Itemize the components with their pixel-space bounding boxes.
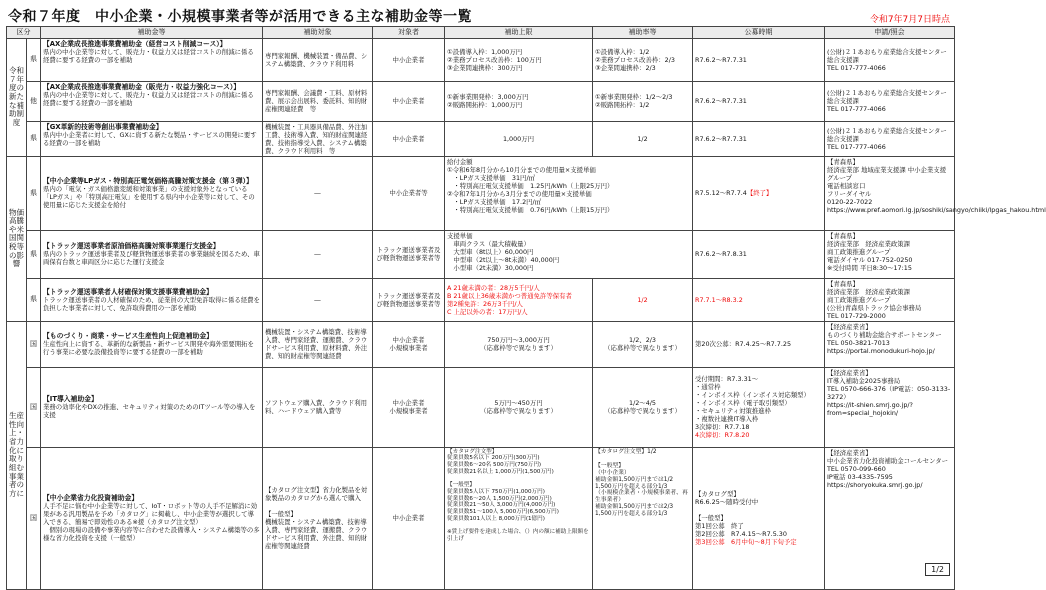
level-cell: 県 xyxy=(27,38,41,81)
target-cell: 中小企業者 小規模事業者 xyxy=(389,399,428,416)
subsidy-table xyxy=(6,26,1046,590)
contact-cell: 【青森県】 経済産業部 経済産業政策課 商工政策推進グループ 電話ダイヤル 017-752-0250 ※受付時間 平日8:30～17:15 xyxy=(827,231,913,272)
scope-cell: 【カタログ注文型】省力化製品を対象製品のカタログから選んで購入 【一般型】 機械装置・システム構築費、技術導入費、専門家経費、運搬費、クラウドサービス利用費、外注費、知的財産権等関連経費 xyxy=(265,486,368,551)
subsidy-name: 【IT導入補助金】 xyxy=(43,395,98,403)
period-cell xyxy=(693,447,825,589)
period-cell xyxy=(693,367,825,447)
limit-cell: A 21歳未満の者：28万5千円/人 B 21歳以上36歳未満かつ普通免許等保有者 第2種免許：26万3千円/人 C 上記以外の者：17万円/人 xyxy=(447,283,572,316)
table-row xyxy=(7,367,955,447)
scope-cell: ― xyxy=(263,230,373,278)
scope-cell: 機械装置・工具器具備品費、外注加工費、技術導入費、知的財産関連経費、技術指導受入費、システム構築費、クラウド利用料 等 xyxy=(263,121,373,156)
target-cell: 中小企業者 xyxy=(373,38,445,81)
level-cell: 県 xyxy=(27,230,41,278)
target-cell: 中小企業者 小規模事業者 xyxy=(389,336,428,353)
limit-cell: 750万円～3,000万円 （応募枠等で異なります） xyxy=(480,336,557,353)
subsidy-cell xyxy=(41,38,263,81)
subsidy-desc: 生産性向上に資する、革新的な新製品・新サービス開発や海外需要開拓を行う事業に必要な設備投資等に要する経費の一部を補助 xyxy=(43,340,254,357)
subsidy-name: 【中小企業等LPガス・特別高圧電気価格高騰対策支援金（第３弾）】 xyxy=(43,177,253,185)
level-cell: 県 xyxy=(27,121,41,156)
subsidy-desc: 県内の中小企業等に対して、販売力・収益力又は経営コストの削減に係る経費に要する経費の一部を補助 xyxy=(43,91,254,108)
subsidy-cell xyxy=(41,156,263,230)
limit-cell: 給付金額 ①令和6年8月分から10月分までの使用量×支援単価 ・LPガス支援単価 31円/㎥ ・特別高圧電気支援単価 1.25円/kWh（上限25万円） ②令和7年1月分から3月分までの使用量×支援単価 ・LPガス支援単価 17.2円/㎥ ・特別高圧電気支援単価 0.76円/kWh（上限15万円） xyxy=(447,157,614,214)
table-row xyxy=(7,38,955,81)
subsidy-name: 【AX企業成長推進事業費補助金（販売力・収益力強化コース）】 xyxy=(43,82,241,91)
category-price-impact: 物価高騰や米国関税等の影響 xyxy=(7,156,27,321)
table-row xyxy=(7,278,955,321)
limit-cell: 1,000万円 xyxy=(445,121,593,156)
rate-cell: 1/2～4/5 （応募枠等で異なります） xyxy=(604,399,681,416)
period-note: 【終了】 xyxy=(746,189,773,198)
subsidy-desc: 業務の効率化やDXの推進、セキュリティ対策のためのITツール等の導入を支援 xyxy=(43,403,256,420)
period-cell: 第20次公募：R7.4.25～R7.7.25 xyxy=(693,321,825,367)
limit-cell: 支援単価 車両クラス（最大積載量） 大型車（8t以上）60,000円 中型車（2t以上～8t未満）40,000円 小型車（2t未満）30,000円 xyxy=(447,231,560,272)
subsidy-cell xyxy=(41,230,263,278)
table-row xyxy=(7,81,955,121)
rate-cell: ①設備導入枠：1/2 ②業務プロセス改善枠：2/3 ③企業間連携枠：2/3 xyxy=(595,47,675,72)
scope-cell: ソフトウェア購入費、クラウド利用料、ハードウェア購入費等 xyxy=(263,367,373,447)
period-text: R7.5.12～R7.7.4 xyxy=(695,189,747,198)
subsidy-cell xyxy=(41,81,263,121)
period-note: 4次締切：R7.8.20 xyxy=(695,431,750,440)
header-category: 区分 xyxy=(7,27,41,39)
subsidy-name: 【AX企業成長推進事業費補助金（経営コスト削減コース）】 xyxy=(43,39,227,48)
limit-cell: 5万円～450万円 （応募枠等で異なります） xyxy=(480,399,557,416)
period-cell: R7.6.2～R7.7.31 xyxy=(693,81,825,121)
subsidy-cell xyxy=(41,367,263,447)
page-title: 令和７年度 中小企業・小規模事業者等が活用できる主な補助金等一覧 xyxy=(8,9,472,25)
period-list: 受付期間：R7.3.31～ ・通常枠 ・インボイス枠（インボイス対応類型） ・インボイス枠（電子取引類型） ・セキュリティ対策推進枠 ・複数社連携IT導入枠 3次締切：R7.7.18 xyxy=(695,375,810,432)
target-cell: 中小企業者 xyxy=(373,121,445,156)
scope-cell: ― xyxy=(263,156,373,230)
subsidy-desc: 県内の中小企業等に対して、販売力・収益力又は経営コストの削減に係る経費に要する経費の一部を補助 xyxy=(43,48,254,65)
as-of-date: 令和7年7月7日時点 xyxy=(869,15,950,25)
level-cell: 県 xyxy=(27,156,41,230)
limit-cell: 【カタログ注文型】 従業員数5名以下 200万円(300万円) 従業員数6～20名 500万円(750万円) 従業員数21名以上 1,000万円(1,500万円) 【一般型】 従業員数5人以下 750万円(1,000万円) 従業員数6～20人 1,500万円(2,000万円) 従業員数21～50人 3,000万円(4,000万円) 従業員数51～100人 5,000万円(6,500万円) 従業員数101人以上 8,000万円(1億円) ※賃上げ要件を達成した場合、（）内の額に補助上限額を引上げ xyxy=(447,448,589,542)
table-row xyxy=(7,121,955,156)
subsidy-desc: 県内の「電気・ガス価格激変緩和対策事業」の支援対象外となっている「LPガス」や「特別高圧電気」を使用する県内中小企業等に対して、その使用量に応じた支援金を給付 xyxy=(43,185,255,210)
contact-cell: 【青森県】 経済産業部 経済産業政策課 商工政策推進グループ (公社)青森県トラック協会事務局 TEL 017-729-2000 xyxy=(827,279,922,320)
header-rate: 補助率等 xyxy=(593,27,693,39)
subsidy-desc: 県内中小企業者に対して、GXに資する新たな製品・サービスの開発に要する経費の一部を補助 xyxy=(43,131,257,148)
target-cell: 中小企業者等 xyxy=(373,156,445,230)
contact-cell: 【経済産業省】 中小企業省力化投資補助金コールセンター TEL 0570-099-660 IP電話 03-4335-7595 https://shoryokuka.smrj.go.jp/ xyxy=(827,448,949,489)
subsidy-desc: 人手不足に悩む中小企業等に対して、IoT・ロボット等の人手不足解消に効果がある汎用製品を予め「カタログ」に掲載し、中小企業等が選択して導入できる、簡易で即効性のある※援（カタログ注文型） 個別の現場の設備や事業内容等に合わせた設備導入・システム構築等の多様な省力化投資を支援（一般型） xyxy=(43,502,260,543)
header-subsidy: 補助金等 xyxy=(41,27,263,39)
period-cell: R7.6.2～R7.7.31 xyxy=(693,38,825,81)
level-cell: 国 xyxy=(27,447,41,589)
subsidy-cell xyxy=(41,321,263,367)
target-cell: 中小企業者 xyxy=(373,81,445,121)
limit-cell: ①設備導入枠：1,000万円 ②業務プロセス改善枠：100万円 ③企業間連携枠：300万円 xyxy=(447,47,542,72)
target-cell: トラック運送事業者及び軽貨物運送事業者等 xyxy=(373,278,445,321)
header-contact: 申請/照会 xyxy=(825,27,955,39)
subsidy-name: 【中小企業省力化投資補助金】 xyxy=(43,494,139,502)
period-text: 【カタログ型】 R6.6.25～随時受付中 【一般型】 第1回公募 終了 第2回公募 R7.4.15～R7.5.30 xyxy=(695,490,787,539)
category-new-system: 令和７年度の新たな補助制度 xyxy=(7,38,27,156)
header-target: 対象者 xyxy=(373,27,445,39)
rate-cell: 【カタログ注文型】1/2 【一般型】 （中小企業） 補助金額1,500万円までは1/2 1,500万円を超える部分1/3 （小規模企業者・小規模事業者、再生事業者） 補助金額1,500万円までは2/3 1,500万円を超える部分1/3 xyxy=(595,448,688,518)
level-cell: 国 xyxy=(27,367,41,447)
rate-cell: 1/2 xyxy=(593,121,693,156)
table-row xyxy=(7,321,955,367)
subsidy-name: 【GX革新的技術等創出事業費補助金】 xyxy=(43,122,163,131)
subsidy-desc: トラック運送事業者の人材確保のため、従業員の大型免許取得に係る経費を負担した事業者に対して、免許取得費用の一部を補助 xyxy=(43,295,260,312)
table-row xyxy=(7,230,955,278)
subsidy-cell xyxy=(41,447,263,589)
level-cell: 国 xyxy=(27,321,41,367)
period-cell: R7.6.2～R7.7.31 xyxy=(693,121,825,156)
scope-cell: 機械装置・システム構築費、技術導入費、専門家経費、運搬費、クラウドサービス利用費、原材料費、外注費、知的財産権等関連経費 xyxy=(263,321,373,367)
subsidy-cell xyxy=(41,121,263,156)
contact-cell: 【青森県】 経済産業部 地域産業支援課 中小企業支援グループ 電話相談窓口 フリーダイヤル 0120-22-7022 https://www.pref.aomori.lg.jp/soshiki/sangyo/chiiki/lpgas_hakou.html xyxy=(827,157,1046,214)
header-period: 公募時期 xyxy=(693,27,825,39)
header-limit: 補助上限 xyxy=(445,27,593,39)
table-row xyxy=(7,447,955,589)
contact-cell: 【経済産業省】 IT導入補助金2025事務局 TEL 0570-666-376（IP電話：050-3133-3272） https://it-shien.smrj.go.jp/?from=special_hojokin/ xyxy=(827,368,951,417)
rate-cell: 1/2、2/3 （応募枠等で異なります） xyxy=(604,336,681,353)
scope-cell: 専門家報酬、会議費・工料、原材料費、展示会出展料、委託料、知的財産権関連経費 等 xyxy=(263,81,373,121)
subsidy-name: 【トラック運送事業者原油価格高騰対策事業運行支援金】 xyxy=(43,242,220,250)
subsidy-name: 【ものづくり・商業・サービス生産性向上促進補助金】 xyxy=(43,332,213,340)
target-cell: トラック運送事業者及び軽貨物運送事業者等 xyxy=(373,230,445,278)
period-cell xyxy=(693,156,825,230)
subsidy-name: 【トラック運送事業者人材確保対策支援事業費補助金】 xyxy=(43,287,213,296)
page-number: 1/2 xyxy=(925,563,950,576)
period-cell: R7.6.2～R7.8.31 xyxy=(693,230,825,278)
rate-cell: ①新事業開発枠：1/2～2/3 ②販路開拓枠：1/2 xyxy=(595,93,673,110)
target-cell: 中小企業者 xyxy=(373,447,445,589)
period-cell: R7.7.1～R8.3.2 xyxy=(693,278,825,321)
category-productivity: 生産性向上・省力化に取り組む事業者の方に xyxy=(7,321,27,589)
contact-cell: 【経済産業省】 ものづくり補助金総合サポートセンター TEL 050-3821-7013 https://portal.monodukuri-hojo.jp/ xyxy=(827,322,942,355)
level-cell: 県 xyxy=(27,278,41,321)
subsidy-desc: 県内のトラック運送事業者及び軽貨物運送事業者の事業継続を図るため、車両保有台数と車両区分に応じた運行支援金 xyxy=(43,250,260,267)
table-row xyxy=(7,156,955,230)
scope-cell: 専門家報酬、機械装置・備品費、システム構築費、クラウド利用料 xyxy=(263,38,373,81)
contact-cell: (公財)２１あおもり産業総合支援センター 総合支援課 TEL 017-777-4066 xyxy=(827,47,947,72)
limit-cell: ①新事業開発枠：3,000万円 ②販路開拓枠：1,000万円 xyxy=(447,93,529,110)
subsidy-cell xyxy=(41,278,263,321)
level-cell: 他 xyxy=(27,81,41,121)
period-note: 第3回公募 6月中旬～8月下旬予定 xyxy=(695,538,797,547)
table-header-row xyxy=(7,27,955,39)
scope-cell: ― xyxy=(263,278,373,321)
header-scope: 補助対象 xyxy=(263,27,373,39)
contact-cell: (公財)２１あおもり産業総合支援センター 総合支援課 TEL 017-777-4066 xyxy=(827,126,947,151)
rate-cell: 1/2 xyxy=(593,278,693,321)
contact-cell: (公財)２１あおもり産業総合支援センター 総合支援課 TEL 017-777-4066 xyxy=(827,89,947,114)
